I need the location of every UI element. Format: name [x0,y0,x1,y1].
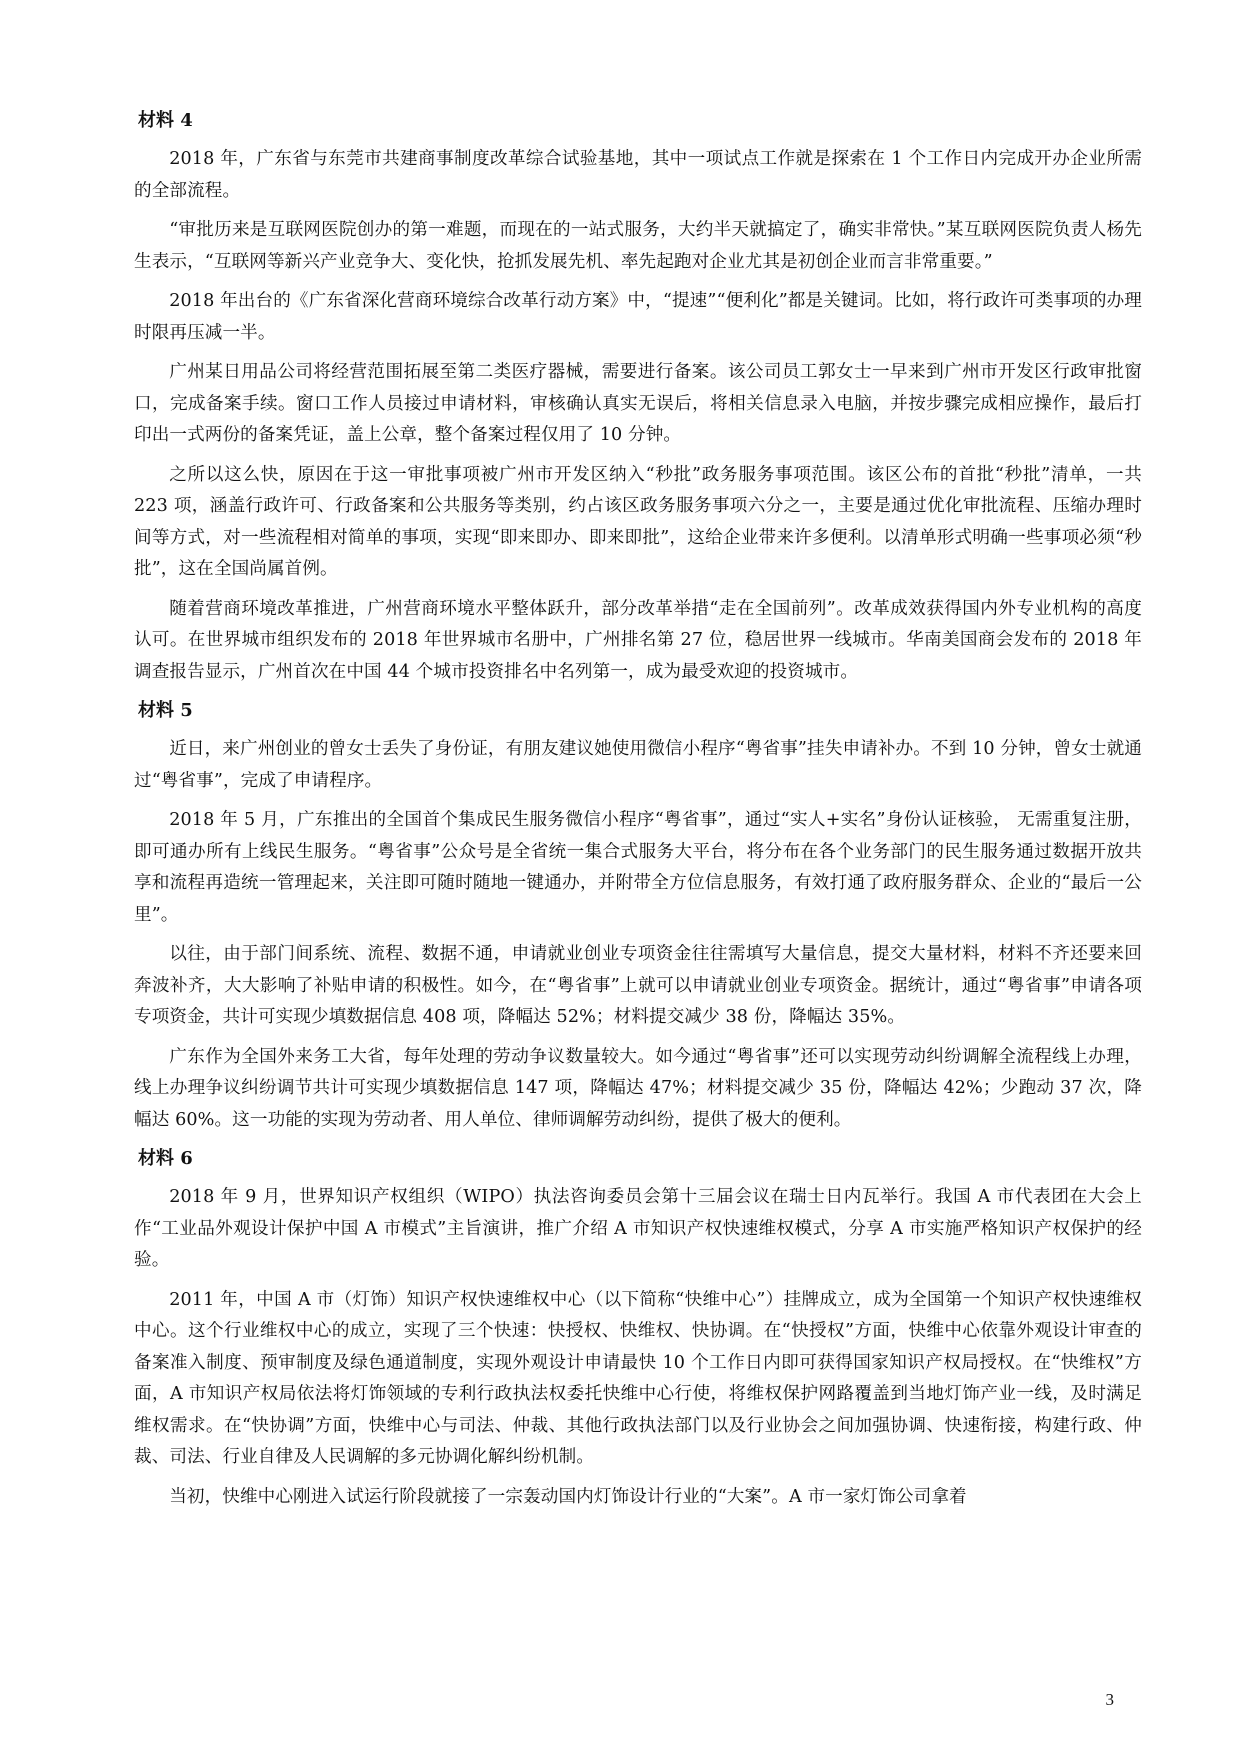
section-material-4 [134,106,1142,688]
paragraph: 广州某日用品公司将经营范围拓展至第二类医疗器械，需要进行备案。该公司员工郭女士一早来到广州市开发区行政审批窗口，完成备案手续。窗口工作人员接过申请材料，审核确认真实无误后，将相关信息录入电脑，并按步骤完成相应操作，最后打印出一式两份的备案凭证，盖上公章，整个备案过程仅用了 10 分钟。 [134,362,1142,445]
paragraph: 之所以这么快，原因在于这一审批事项被广州市开发区纳入“秒批”政务服务事项范围。该区公布的首批“秒批”清单，一共 223 项，涵盖行政许可、行政备案和公共服务等类别，约占该区政务服务事项六分之一，主要是通过优化审批流程、压缩办理时间等方式，对一些流程相对简单的事项，实现“即来即办、即来即批”，这给企业带来许多便利。以清单形式明确一些事项必须“秒批”，这在全国尚属首例。 [134,464,1142,579]
section-heading: 材料 6 [138,1148,193,1169]
paragraph: 当初，快维中心刚进入试运行阶段就接了一宗轰动国内灯饰设计行业的“大案”。A 市一家灯饰公司拿着 [169,1486,967,1507]
section-heading: 材料 5 [138,700,193,721]
paragraph: 2011 年，中国 A 市（灯饰）知识产权快速维权中心（以下简称“快维中心”）挂牌成立，成为全国第一个知识产权快速维权中心。这个行业维权中心的成立，实现了三个快速：快授权、快维权、快协调。在“快授权”方面，快维中心依靠外观设计审查的备案准入制度、预审制度及绿色通道制度，实现外观设计申请最快 10 个工作日内即可获得国家知识产权局授权。在“快维权”方面，A 市知识产权局依法将灯饰领域的专利行政执法权委托快维中心行使，将维权保护网路覆盖到当地灯饰产业一线，及时满足维权需求。在“快协调”方面，快维中心与司法、仲裁、其他行政执法部门以及行业协会之间加强协调、快速衔接，构建行政、仲裁、司法、行业自律及人民调解的多元协调化解纠纷机制。 [134,1289,1142,1467]
paragraph: 广东作为全国外来务工大省，每年处理的劳动争议数量较大。如今通过“粤省事”还可以实现劳动纠纷调解全流程线上办理，线上办理争议纠纷调节共计可实现少填数据信息 147 项，降幅达 47%；材料提交减少 35 份，降幅达 42%；少跑动 37 次，降幅达 60%。这一功能的实现为劳动者、用人单位、律师调解劳动纠纷，提供了极大的便利。 [134,1046,1142,1130]
paragraph: 以往，由于部门间系统、流程、数据不通，申请就业创业专项资金往往需填写大量信息，提交大量材料，材料不齐还要来回奔波补齐，大大影响了补贴申请的积极性。如今，在“粤省事”上就可以申请就业创业专项资金。据统计，通过“粤省事”申请各项专项资金，共计可实现少填数据信息 408 项，降幅达 52%；材料提交减少 38 份，降幅达 35%。 [134,944,1142,1027]
page-number: 3 [1105,1690,1114,1709]
paragraph: 随着营商环境改革推进，广州营商环境水平整体跃升，部分改革举措“走在全国前列”。改革成效获得国内外专业机构的高度认可。在世界城市组织发布的 2018 年世界城市名册中，广州排名第 27 位，稳居世界一线城市。华南美国商会发布的 2018 年调查报告显示，广州首次在中国 44 个城市投资排名中名列第一，成为最受欢迎的投资城市。 [134,598,1142,682]
section-heading: 材料 4 [138,110,193,131]
paragraph: 近日，来广州创业的曾女士丢失了身份证，有朋友建议她使用微信小程序“粤省事”挂失申请补办。不到 10 分钟，曾女士就通过“粤省事”，完成了申请程序。 [134,739,1142,791]
paragraph: 2018 年，广东省与东莞市共建商事制度改革综合试验基地，其中一项试点工作就是探索在 1 个工作日内完成开办企业所需的全部流程。 [134,149,1142,201]
paragraph: “审批历来是互联网医院创办的第一难题，而现在的一站式服务，大约半天就搞定了，确实非常快。”某互联网医院负责人杨先生表示，“互联网等新兴产业竞争大、变化快，抢抓发展先机、率先起跑对企业尤其是初创企业而言非常重要。” [134,220,1142,272]
section-material-5 [134,696,1142,1136]
paragraph: 2018 年 9 月，世界知识产权组织（WIPO）执法咨询委员会第十三届会议在瑞士日内瓦举行。我国 A 市代表团在大会上作“工业品外观设计保护中国 A 市模式”主旨演讲，推广介绍 A 市知识产权快速维权模式，分享 A 市实施严格知识产权保护的经验。 [134,1187,1142,1270]
paragraph: 2018 年出台的《广东省深化营商环境综合改革行动方案》中，“提速”“便利化”都是关键词。比如，将行政许可类事项的办理时限再压减一半。 [134,291,1142,343]
paragraph: 2018 年 5 月，广东推出的全国首个集成民生服务微信小程序“粤省事”，通过“实人+实名”身份认证核验， 无需重复注册，即可通办所有上线民生服务。“粤省事”公众号是全省统一集合式服务大平台，将分布在各个业务部门的民生服务通过数据开放共享和流程再造统一管理起来，关注即可随时随地一键通办，并附带全方位信息服务，有效打通了政府服务群众、企业的“最后一公里”。 [134,810,1142,925]
section-material-6 [134,1144,1142,1513]
